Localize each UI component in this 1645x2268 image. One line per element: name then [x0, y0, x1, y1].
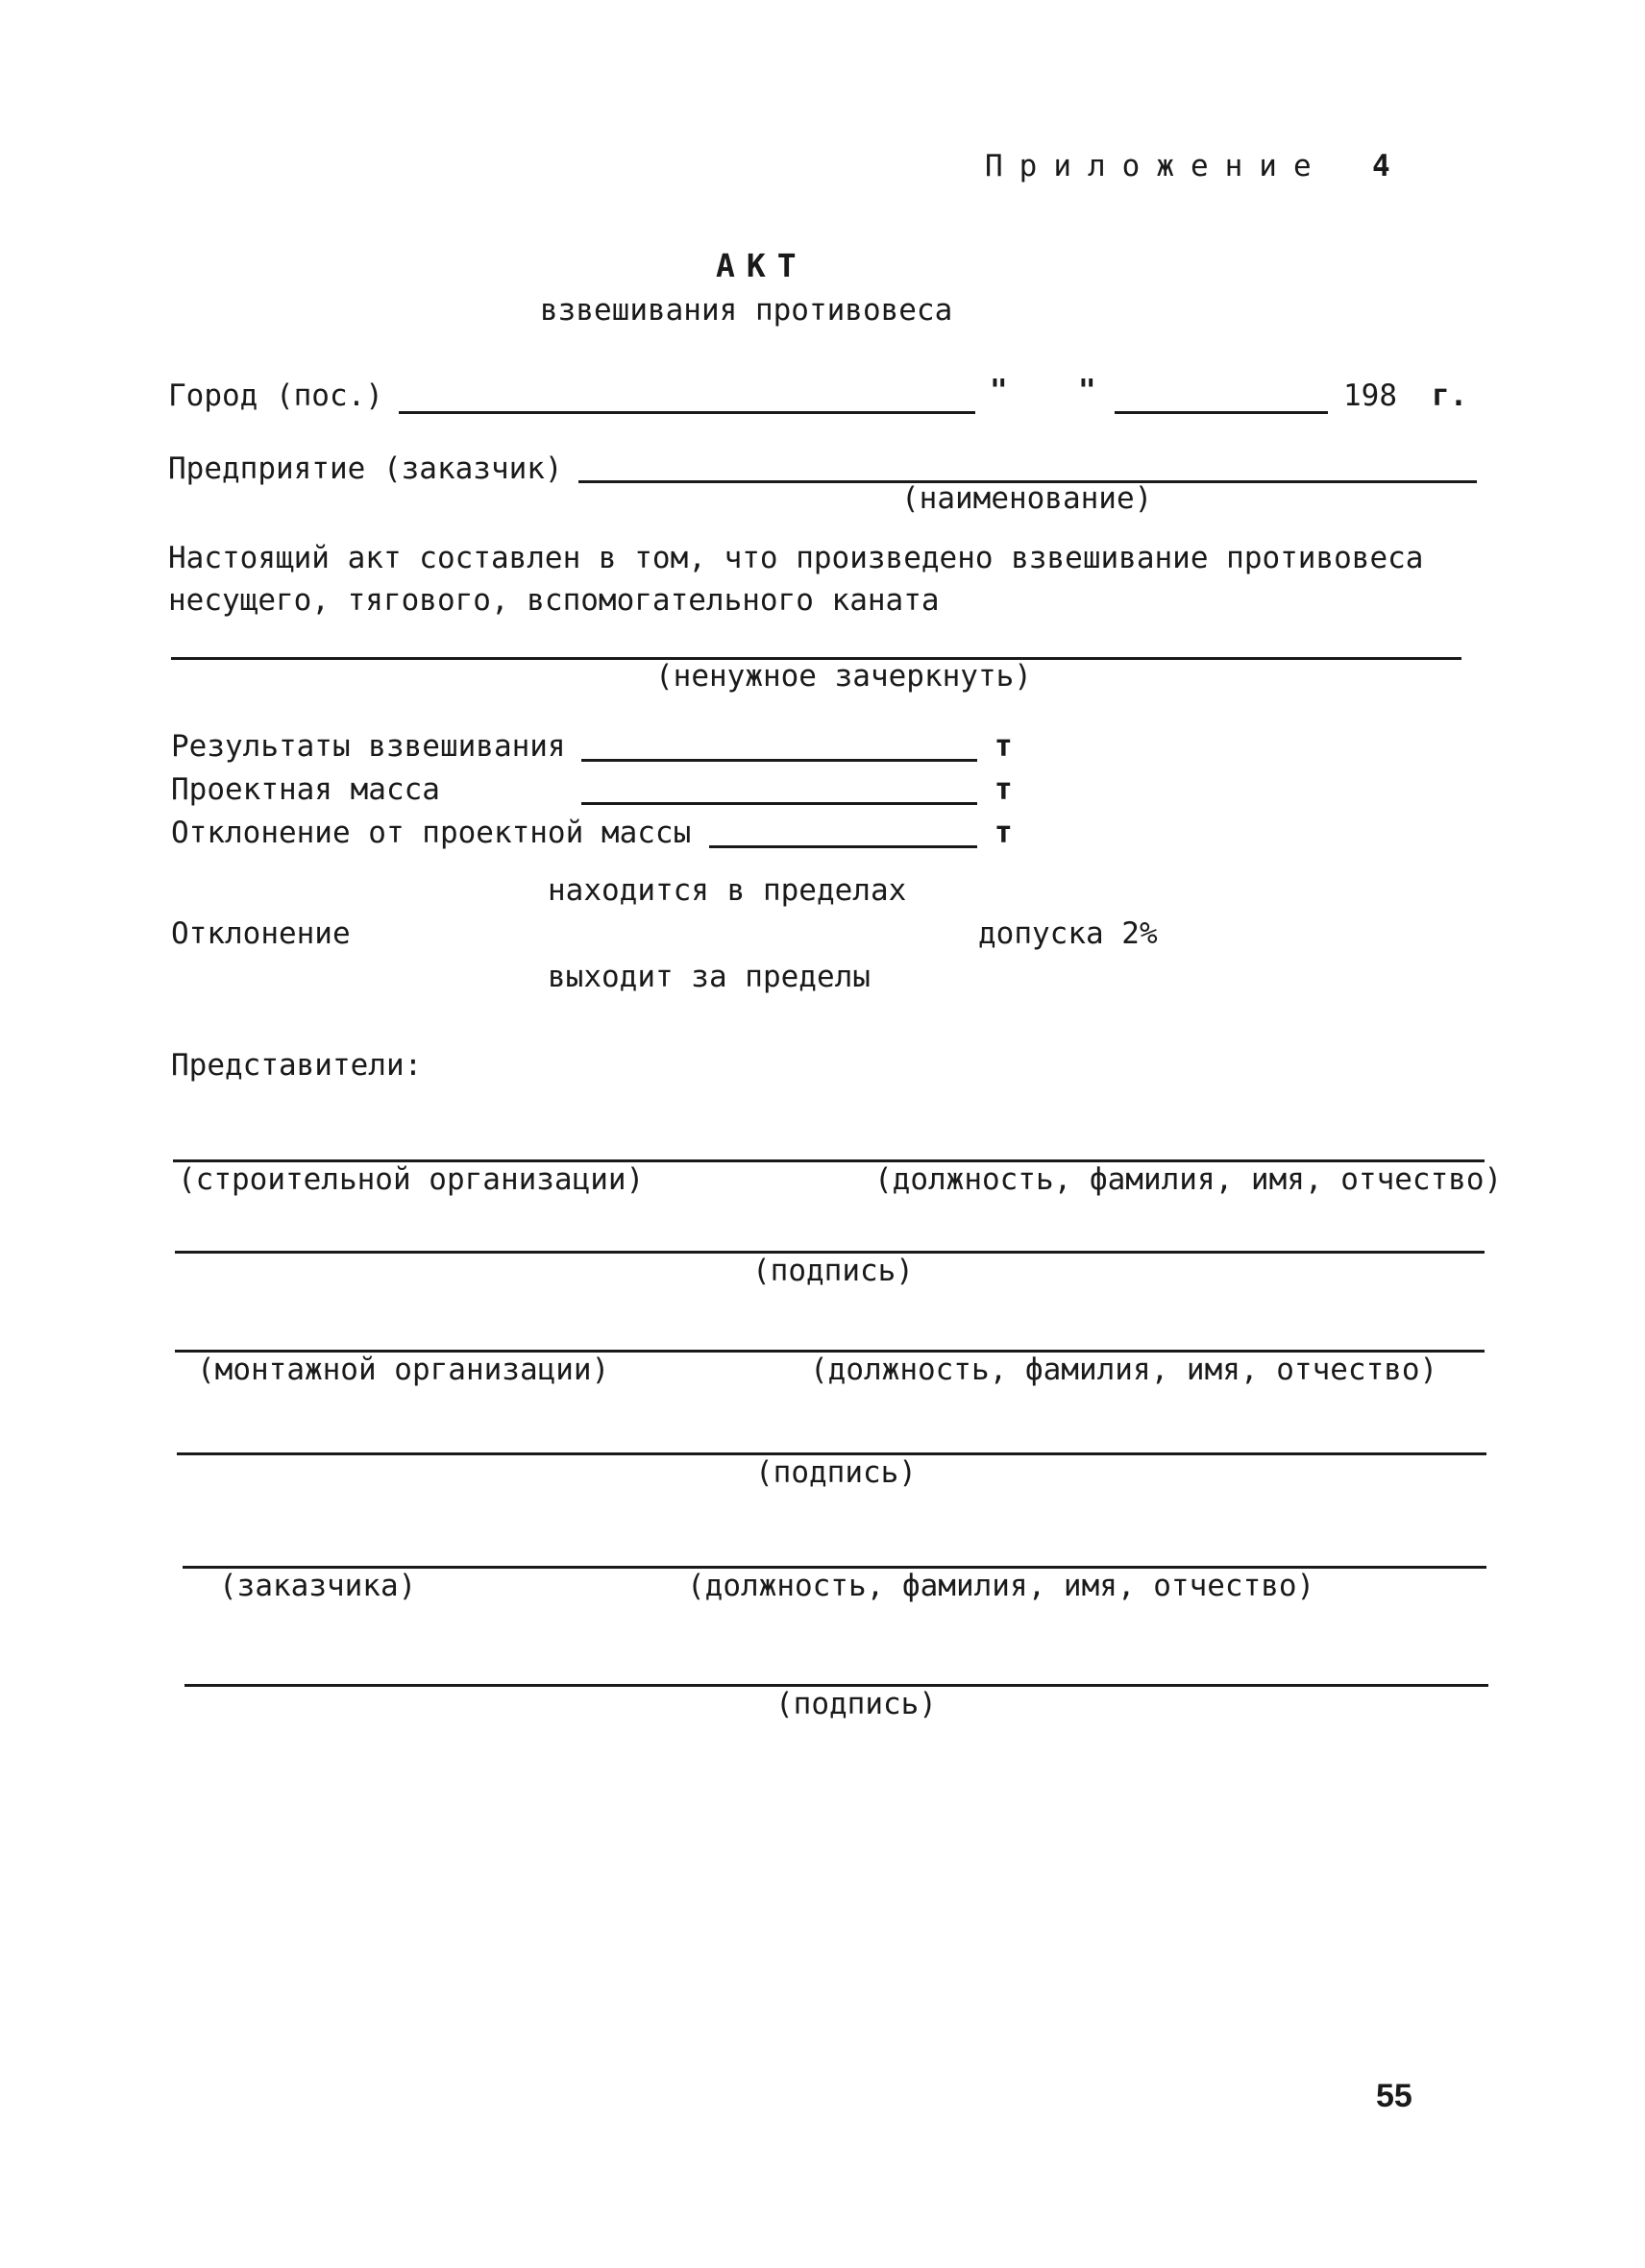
customer-org-caption: (заказчика): [219, 1569, 417, 1603]
year-suffix: г.: [1432, 378, 1468, 413]
customer-person-caption: (должность, фамилия, имя, отчество): [687, 1569, 1315, 1603]
construction-signature-caption: (подпись): [752, 1254, 914, 1288]
year-prefix: 198: [1343, 378, 1397, 413]
installation-person-caption: (должность, фамилия, имя, отчество): [810, 1353, 1438, 1387]
design-mass-label: Проектная масса: [171, 772, 440, 807]
construction-org-caption: (строительной организации): [178, 1162, 645, 1197]
deviation-label: Отклонение: [171, 916, 351, 951]
mass-deviation-label: Отклонение от проектной массы: [171, 816, 692, 850]
page-number: 55: [1376, 2078, 1412, 2114]
document-subtitle: взвешивания противовеса: [540, 293, 953, 328]
date-quote-close: ": [1078, 374, 1096, 408]
city-label: Город (пос.): [168, 378, 383, 413]
date-quote-open: ": [990, 374, 1008, 408]
deviation-within-option: находится в пределах: [548, 873, 907, 908]
appendix-number: 4: [1372, 149, 1390, 183]
mass-deviation-unit: т: [994, 816, 1013, 850]
appendix-label: Приложение: [985, 149, 1328, 183]
design-mass-line[interactable]: [581, 802, 977, 805]
statement-line-2: несущего, тягового, вспомогательного каната: [168, 583, 940, 618]
weighing-result-line[interactable]: [581, 759, 977, 762]
customer-signature-caption: (подпись): [775, 1687, 937, 1721]
city-field-line[interactable]: [399, 411, 975, 414]
enterprise-caption: (наименование): [901, 481, 1153, 516]
mass-deviation-line[interactable]: [709, 845, 977, 848]
representatives-heading: Представители:: [171, 1048, 423, 1083]
construction-person-caption: (должность, фамилия, имя, отчество): [874, 1162, 1503, 1197]
weighing-result-label: Результаты взвешивания: [171, 729, 566, 764]
weighing-result-unit: т: [994, 729, 1013, 764]
date-field-line[interactable]: [1115, 411, 1328, 414]
deviation-tolerance: допуска 2%: [978, 916, 1158, 951]
statement-caption: (ненужное зачеркнуть): [655, 659, 1032, 694]
enterprise-label: Предприятие (заказчик): [168, 451, 563, 486]
installation-org-caption: (монтажной организации): [197, 1353, 610, 1387]
deviation-outside-option: выходит за пределы: [548, 960, 871, 994]
design-mass-unit: т: [994, 772, 1013, 807]
document-title: АКТ: [716, 247, 808, 284]
statement-line-1: Настоящий акт составлен в том, что произведено взвешивание противовеса: [168, 541, 1424, 575]
installation-signature-caption: (подпись): [755, 1455, 917, 1490]
